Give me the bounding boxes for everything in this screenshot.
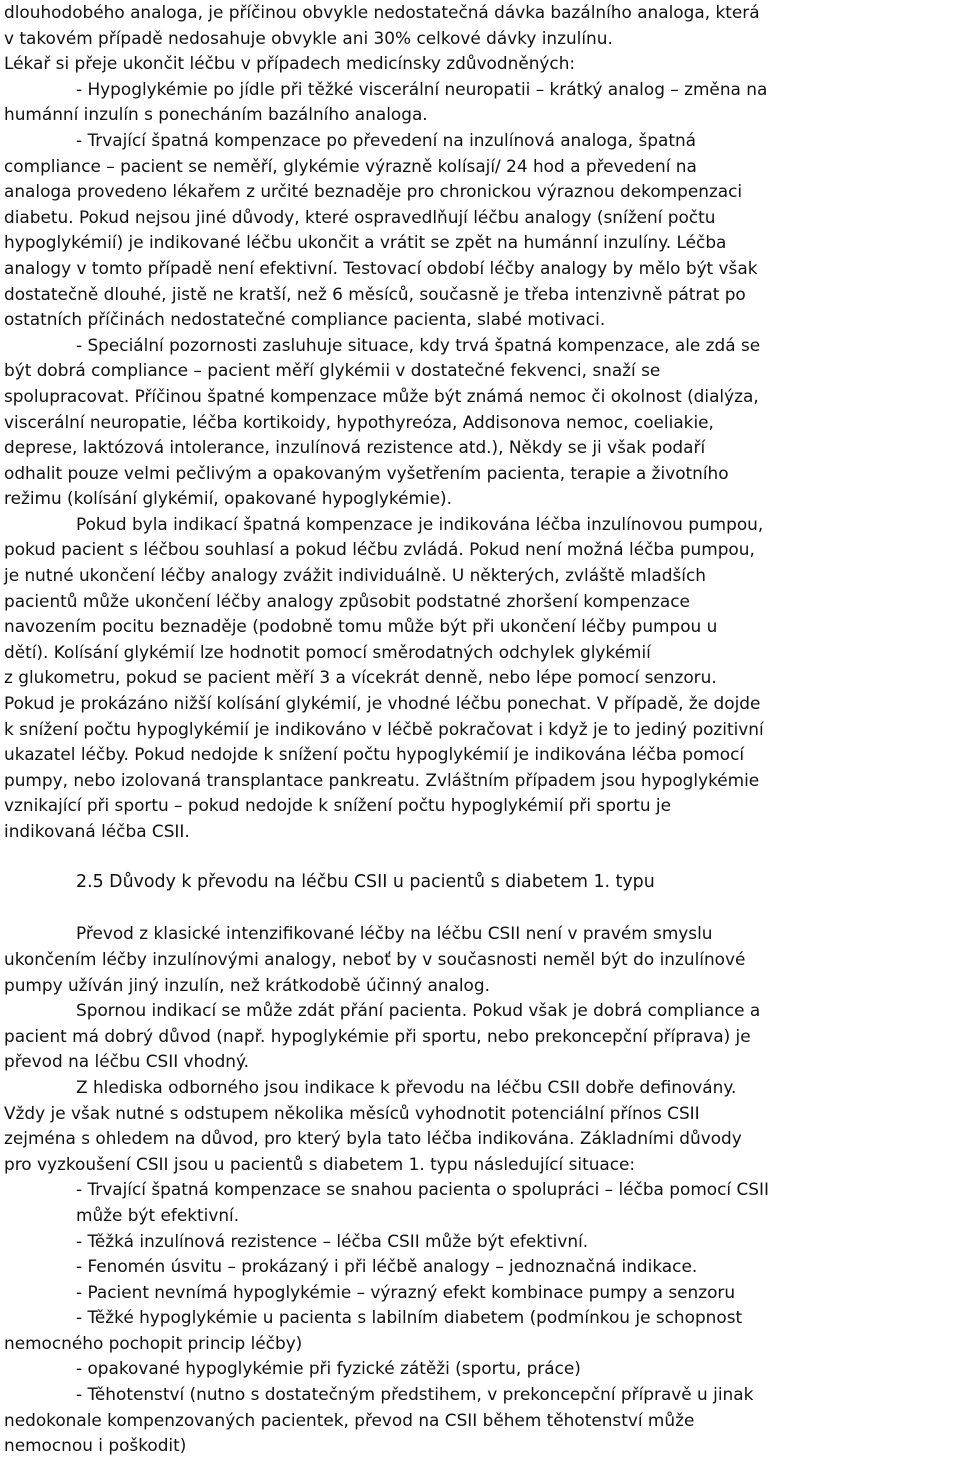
text-line: odhalit pouze velmi pečlivým a opakovaným vyšetřením pacienta, terapie a životního [4, 462, 729, 483]
text-line: vznikající při sportu – pokud nedojde k snížení počtu hypoglykémií při sportu je [4, 795, 671, 816]
text-line: režimu (kolísání glykémií, opakované hypoglykémie). [4, 488, 452, 509]
text-line: pacientů může ukončení léčby analogy způsobit podstatné zhoršení kompenzace [4, 590, 690, 611]
text-line: - Trvající špatná kompenzace po převedení na inzulínová analoga, špatná [76, 129, 696, 150]
text-line: nemocnou i poškodit) [4, 1435, 187, 1456]
text-line: analoga provedeno lékařem z určité beznaděje pro chronickou výraznou dekompenzaci [4, 181, 743, 202]
text-line: Lékař si přeje ukončit léčbu v případech medicínsky zdůvodněných: [4, 53, 576, 74]
text-line: je nutné ukončení léčby analogy zvážit individuálně. U některých, zvláště mladších [4, 565, 706, 586]
text-line: ukončením léčby inzulínovými analogy, neboť by v současnosti neměl být do inzulínové [4, 948, 746, 969]
text-line: Vždy je však nutné s odstupem několika měsíců vyhodnotit potenciální přínos CSII [4, 1102, 700, 1123]
text-line: Z hlediska odborného jsou indikace k převodu na léčbu CSII dobře definovány. [76, 1076, 737, 1097]
text-line: v takovém případě nedosahuje obvykle ani 30% celkové dávky inzulínu. [4, 27, 613, 48]
text-line: převod na léčbu CSII vhodný. [4, 1051, 249, 1072]
text-line: Převod z klasické intenzifikované léčby na léčbu CSII není v pravém smyslu [76, 923, 713, 944]
text-line: - Fenomén úsvitu – prokázaný i při léčbě analogy – jednoznačná indikace. [76, 1256, 698, 1277]
text-line: hypoglykémií) je indikované léčbu ukončit a vrátit se zpět na humánní inzulíny. Léčba [4, 232, 727, 253]
text-line: pokud pacient s léčbou souhlasí a pokud léčbu zvládá. Pokud není možná léčba pumpou, [4, 539, 755, 560]
text-line: diabetu. Pokud nejsou jiné důvody, které ospravedlňují léčbu analogy (snížení počtu [4, 206, 716, 227]
text-line: z glukometru, pokud se pacient měří 3 a vícekrát denně, nebo lépe pomocí senzoru. [4, 667, 717, 688]
text-line: být dobrá compliance – pacient měří glykémii v dostatečné fekvenci, snaží se [4, 360, 661, 381]
text-line: Pokud byla indikací špatná kompenzace je indikována léčba inzulínovou pumpou, [76, 513, 764, 534]
document-body-part2 [4, 921, 956, 1458]
text-line: humánní inzulín s ponecháním bazálního analoga. [4, 104, 428, 125]
text-line: analogy v tomto případě není efektivní. Testovací období léčby analogy by mělo být však [4, 257, 758, 278]
text-line: dostatečně dlouhé, jistě ne kratší, než 6 měsíců, současně je třeba intenzivně pátrat po [4, 283, 746, 304]
document-page [4, 0, 956, 1459]
text-line: Spornou indikací se může zdát přání pacienta. Pokud však je dobrá compliance a [76, 1000, 761, 1021]
text-line: dlouhodobého analoga, je příčinou obvykle nedostatečná dávka bazálního analoga, která [4, 2, 760, 22]
text-line: compliance – pacient se neměří, glykémie výrazně kolísají/ 24 hod a převedení na [4, 155, 697, 176]
text-line: nedokonale kompenzovaných pacientek, převod na CSII během těhotenství může [4, 1409, 695, 1430]
text-line: dětí). Kolísání glykémií lze hodnotit pomocí směrodatných odchylek glykémií [4, 641, 651, 662]
spacer [4, 845, 956, 871]
text-line: pumpy, nebo izolovaná transplantace pankreatu. Zvláštním případem jsou hypoglykémie [4, 769, 760, 790]
text-line: nemocného pochopit princip léčby) [4, 1332, 303, 1353]
document-body-part1 [4, 0, 956, 845]
text-line: zejména s ohledem na důvod, pro který byla tato léčba indikována. Základními důvody [4, 1128, 742, 1149]
section-heading: 2.5 Důvody k převodu na léčbu CSII u pacientů s diabetem 1. typu [76, 872, 655, 893]
text-line: deprese, laktózová intolerance, inzulínová rezistence atd.), Někdy se ji však podaří [4, 437, 706, 458]
text-line: k snížení počtu hypoglykémií je indikováno v léčbě pokračovat i když je to jediný pozitivní [4, 718, 764, 739]
text-line: - Pacient nevnímá hypoglykémie – výrazný efekt kombinace pumpy a senzoru [76, 1281, 736, 1302]
text-line: - Těžká inzulínová rezistence – léčba CSII může být efektivní. [76, 1230, 589, 1251]
text-line: - Trvající špatná kompenzace se snahou pacienta o spolupráci – léčba pomocí CSII [76, 1179, 769, 1200]
text-line: - Těžké hypoglykémie u pacienta s labilním diabetem (podmínkou je schopnost [76, 1307, 743, 1328]
text-line: - Speciální pozornosti zasluhuje situace, kdy trvá špatná kompenzace, ale zdá se [76, 334, 761, 355]
text-line: pacient má dobrý důvod (např. hypoglykémie při sportu, nebo prekoncepční příprava) je [4, 1025, 751, 1046]
text-line: spolupracovat. Příčinou špatné kompenzace může být známá nemoc či okolnost (dialýza, [4, 385, 759, 406]
text-line: ukazatel léčby. Pokud nedojde k snížení počtu hypoglykémií je indikována léčba pomocí [4, 744, 745, 765]
text-line: navozením pocitu beznaděje (podobně tomu může být při ukončení léčby pumpou u [4, 616, 718, 637]
text-line: pro vyzkoušení CSII jsou u pacientů s diabetem 1. typu následující situace: [4, 1153, 636, 1174]
spacer [4, 896, 956, 922]
text-line: viscerální neuropatie, léčba kortikoidy, hypothyreóza, Addisonova nemoc, coeliakie, [4, 411, 714, 432]
text-line: - opakované hypoglykémie při fyzické zátěži (sportu, práce) [76, 1358, 581, 1379]
text-line: indikovaná léčba CSII. [4, 821, 190, 841]
text-line: Pokud je prokázáno nižší kolísání glykémií, je vhodné léčbu ponechat. V případě, že dojde [4, 693, 761, 714]
text-line: - Těhotenství (nutno s dostatečným předstihem, v prekoncepční přípravě u jinak [76, 1384, 754, 1405]
text-line: pumpy užíván jiný inzulín, než krátkodobě účinný analog. [4, 974, 490, 995]
text-line: - Hypoglykémie po jídle při těžké viscerální neuropatii – krátký analog – změna na [76, 78, 768, 99]
text-line: může být efektivní. [76, 1204, 240, 1225]
text-line: ostatních příčinách nedostatečné compliance pacienta, slabé motivaci. [4, 309, 606, 330]
